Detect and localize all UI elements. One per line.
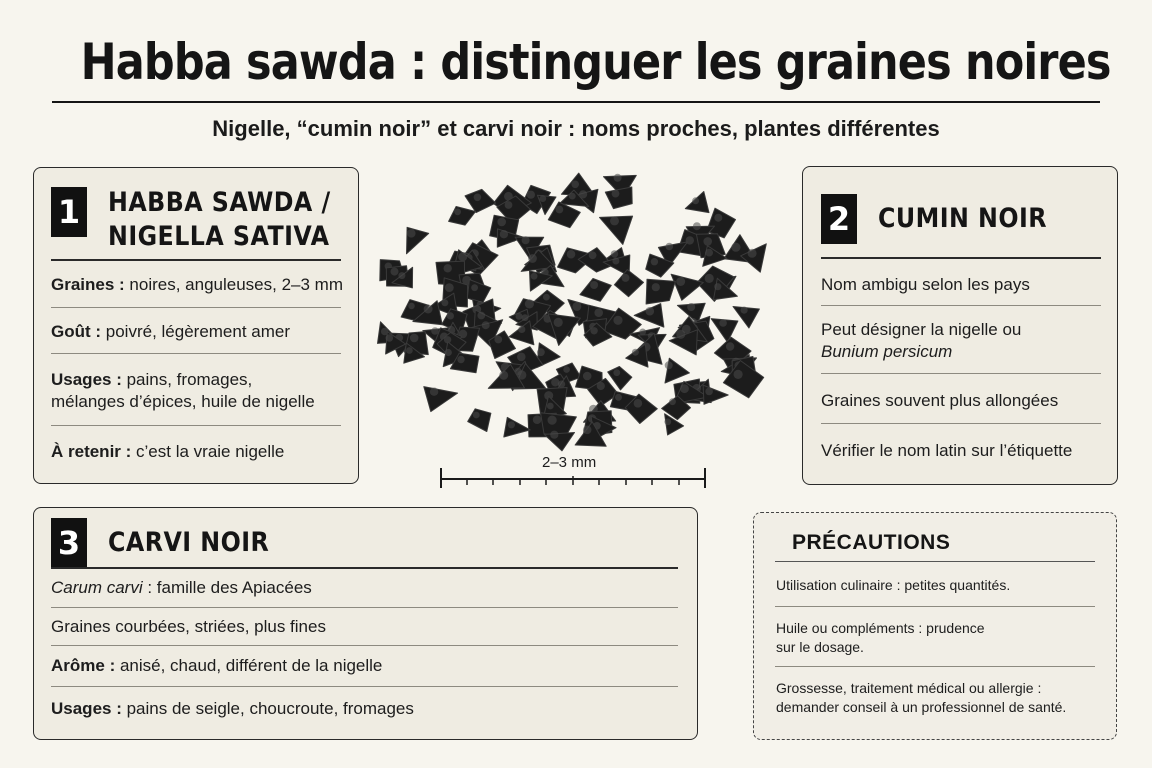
card-divider <box>821 257 1101 259</box>
seed-highlight <box>632 349 639 356</box>
seed-highlight <box>550 431 558 439</box>
seed-highlight <box>611 250 618 257</box>
seed-highlight <box>714 283 721 290</box>
seed-highlight <box>539 195 546 202</box>
seed-highlight <box>652 283 660 291</box>
card-carvi-noir <box>33 507 698 740</box>
seed-highlight <box>567 250 576 259</box>
nigella-seeds-image <box>368 160 788 455</box>
seed-highlight <box>522 236 530 244</box>
seed-highlight <box>687 303 695 311</box>
seed-highlight <box>569 193 576 200</box>
seed-highlight <box>444 264 452 272</box>
seed-highlight <box>533 415 542 424</box>
seed-highlight <box>719 319 727 327</box>
seed-highlight <box>482 321 490 329</box>
row-nom-ambigu: Nom ambigu selon les pays <box>821 275 1030 294</box>
scale-bar <box>438 440 708 490</box>
row-divider <box>51 307 341 308</box>
seed-highlight <box>639 329 646 336</box>
precaution-culinaire: Utilisation culinaire : petites quantités. <box>776 577 1011 593</box>
seed-highlight <box>634 399 643 408</box>
card-number: 1 <box>51 187 87 237</box>
row-divider <box>51 607 678 608</box>
seed-highlight <box>613 316 622 325</box>
seed-highlight <box>666 243 674 251</box>
seed <box>468 409 491 432</box>
seed-highlight <box>508 421 515 428</box>
seed-highlight <box>680 384 689 393</box>
seed-highlight <box>676 277 685 286</box>
precautions-box <box>753 512 1117 740</box>
card-divider <box>51 567 678 569</box>
seed-highlight <box>590 327 597 334</box>
row-divider <box>51 353 341 354</box>
seed <box>424 387 458 412</box>
seed-highlight <box>458 252 467 261</box>
seed-highlight <box>554 318 563 327</box>
seed-highlight <box>445 283 454 292</box>
row-a-retenir: À retenir : c’est la vraie nigelle <box>51 442 285 461</box>
card-cumin-noir <box>802 166 1118 485</box>
seed-highlight <box>612 258 619 265</box>
seed-highlight <box>548 416 557 425</box>
seed-highlight <box>497 218 506 227</box>
seed-highlight <box>676 330 685 339</box>
seed <box>504 417 530 437</box>
card-title: CUMIN NOIR <box>878 203 1048 234</box>
seed <box>465 189 496 212</box>
seed-highlight <box>705 249 713 257</box>
row-divider <box>821 423 1101 424</box>
seed-highlight <box>516 313 523 320</box>
seed <box>449 207 476 226</box>
seed-highlight <box>693 222 701 230</box>
seed-highlight <box>613 369 620 376</box>
seed-highlight <box>543 294 550 301</box>
row-usages: Usages : pains de seigle, choucroute, fromages <box>51 699 414 718</box>
seed-highlight <box>531 273 538 280</box>
card-number: 2 <box>821 194 857 244</box>
seed-highlight <box>408 303 415 310</box>
seed <box>671 274 703 300</box>
seed-highlight <box>499 371 508 380</box>
seed-highlight <box>610 216 619 225</box>
seed-highlight <box>537 348 545 356</box>
seed-highlight <box>473 412 480 419</box>
seed-highlight <box>518 326 525 333</box>
seed-highlight <box>457 356 464 363</box>
row-divider <box>821 373 1101 374</box>
seed <box>467 280 491 304</box>
seed-highlight <box>454 208 461 215</box>
seed-highlight <box>527 191 535 199</box>
row-divider <box>775 666 1095 667</box>
card-number: 3 <box>51 518 87 568</box>
seed-highlight <box>407 229 416 238</box>
seed-highlight <box>391 268 399 276</box>
seed-highlight <box>571 181 579 189</box>
seed-highlight <box>731 243 740 252</box>
precaution-grossesse: Grossesse, traitement médical ou allergie : demander conseil à un professionnel de santé. <box>776 680 1067 715</box>
seed <box>578 248 612 272</box>
row-usages: Usages : pains, fromages, mélanges d’épices, huile de nigelle <box>51 370 315 411</box>
seed-highlight <box>494 336 502 344</box>
seed-highlight <box>441 299 448 306</box>
scale-label: 2–3 mm <box>542 454 597 471</box>
seed-highlight <box>594 308 603 317</box>
seed-highlight <box>589 251 597 259</box>
seed-highlight <box>692 197 699 204</box>
seed-highlight <box>525 299 534 308</box>
seed-highlight <box>646 307 655 316</box>
seed-highlight <box>583 372 592 381</box>
row-gout: Goût : poivré, légèrement amer <box>51 322 291 341</box>
seed-highlight <box>614 174 622 182</box>
seed-highlight <box>431 327 439 335</box>
row-verifier-nom: Vérifier le nom latin sur l’étiquette <box>821 441 1073 460</box>
seed-highlight <box>398 272 405 279</box>
card-title: CARVI NOIR <box>108 527 270 558</box>
seed-highlight <box>622 274 630 282</box>
seed-highlight <box>651 258 658 265</box>
seed-highlight <box>664 418 671 425</box>
seed-highlight <box>563 366 570 373</box>
seed <box>548 202 580 228</box>
seed-highlight <box>669 398 676 405</box>
seed-highlight <box>386 334 394 342</box>
row-arome: Arôme : anisé, chaud, différent de la nigelle <box>51 656 383 675</box>
card-title-line2: NIGELLA SATIVA <box>108 221 330 252</box>
card-title-line1: HABBA SAWDA / <box>108 187 331 218</box>
row-graines-courbees: Graines courbées, striées, plus fines <box>51 617 326 636</box>
seed-highlight <box>406 347 413 354</box>
row-divider <box>51 686 678 687</box>
seed-highlight <box>705 274 714 283</box>
seed-highlight <box>741 307 748 314</box>
page-title: Habba sawda : distinguer les graines noires <box>80 33 1111 91</box>
page-subtitle: Nigelle, “cumin noir” et carvi noir : noms proches, plantes différentes <box>212 116 940 141</box>
seed-highlight <box>410 334 419 343</box>
row-divider <box>51 645 678 646</box>
title-divider <box>52 101 1100 103</box>
seed <box>605 187 632 209</box>
seed-highlight <box>556 206 564 214</box>
seed <box>646 279 675 304</box>
scale-ruler <box>438 440 708 490</box>
seed-highlight <box>517 353 526 362</box>
seed <box>703 385 728 404</box>
precautions-title: PRÉCAUTIONS <box>792 531 951 554</box>
seed-highlight <box>612 190 620 198</box>
seed-highlight <box>547 403 554 410</box>
seed-highlight <box>522 314 529 321</box>
seed-highlight <box>447 312 454 319</box>
seed-highlight <box>583 426 592 435</box>
seed-highlight <box>500 230 508 238</box>
seed-highlight <box>748 249 757 258</box>
row-graines: Graines : noires, anguleuses, 2–3 mm <box>51 275 343 294</box>
seed <box>626 344 648 367</box>
seed-highlight <box>430 388 438 396</box>
precaution-huile: Huile ou compléments : prudence sur le dosage. <box>776 620 985 655</box>
seed-highlight <box>445 349 452 356</box>
card-divider <box>51 259 341 261</box>
seed-highlight <box>424 305 433 314</box>
seed <box>614 270 643 297</box>
row-divider <box>821 305 1101 306</box>
seed-highlight <box>477 312 485 320</box>
seed-highlight <box>528 254 537 263</box>
seed-highlight <box>572 302 581 311</box>
seed-highlight <box>703 237 712 246</box>
row-divider <box>51 425 341 426</box>
seed-highlight <box>714 214 722 222</box>
seed-highlight <box>471 284 478 291</box>
seed-highlight <box>665 361 673 369</box>
row-graines-allongees: Graines souvent plus allongées <box>821 391 1059 410</box>
card-habba-sawda <box>33 167 359 484</box>
seed-highlight <box>726 342 734 350</box>
seed-highlight <box>597 382 605 390</box>
seed <box>548 314 580 346</box>
seed-highlight <box>734 370 743 379</box>
seed-highlight <box>474 194 482 202</box>
seed-highlight <box>590 281 598 289</box>
row-divider <box>775 606 1095 607</box>
seed-highlight <box>505 201 513 209</box>
row-peut-designer: Peut désigner la nigelle ou Bunium persicum <box>821 320 1022 361</box>
row-carum-carvi: Carum carvi : famille des Apiacées <box>51 578 312 597</box>
seed-highlight <box>705 388 713 396</box>
precautions-divider <box>775 561 1095 562</box>
seed-highlight <box>615 394 622 401</box>
seed-highlight <box>558 381 565 388</box>
